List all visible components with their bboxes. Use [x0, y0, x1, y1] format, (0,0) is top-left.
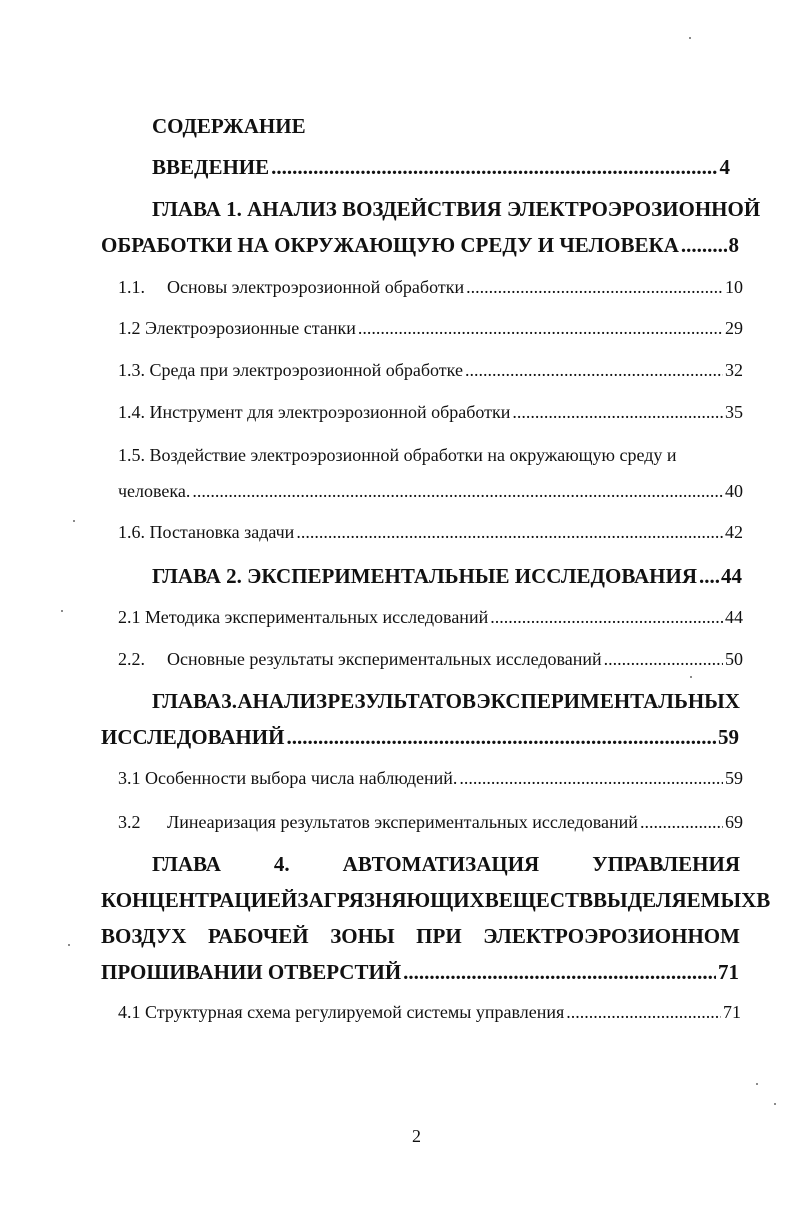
toc-word: 3.	[221, 689, 237, 713]
toc-entry-label: Линеаризация результатов экспериментальных исследований	[167, 812, 638, 832]
toc-word: ВЫДЕЛЯЕМЫХ	[593, 888, 757, 912]
toc-entry-label: 2.1 Методика экспериментальных исследований	[118, 607, 489, 627]
toc-entry-page: 44	[721, 564, 742, 588]
toc-entry-label: 1.6. Постановка задачи	[118, 522, 295, 542]
toc-entry-page: 42	[725, 522, 743, 542]
dot-leader	[512, 402, 723, 423]
toc-entry-1-3	[118, 360, 743, 381]
toc-word: ГЛАВА	[152, 689, 221, 713]
toc-entry-label: 3.1 Особенности выбора числа наблюдений.	[118, 768, 458, 788]
page-number: 2	[412, 1126, 421, 1146]
toc-entry-label: 1.2 Электроэрозионные станки	[118, 318, 356, 338]
toc-entry-2-2	[118, 649, 743, 670]
toc-entry-label: 4.1 Структурная схема регулируемой системы управления	[118, 1002, 565, 1022]
scan-speck	[756, 1083, 758, 1085]
dot-leader	[358, 318, 723, 339]
toc-entry-page: 4	[719, 155, 730, 179]
toc-word: ГЛАВА	[152, 852, 221, 876]
toc-chapter-1-line-1	[152, 197, 761, 222]
scan-speck	[690, 676, 692, 678]
toc-entry-page: 50	[725, 649, 743, 669]
toc-entry-page: 44	[725, 607, 743, 627]
toc-chapter-4-line-3	[101, 924, 740, 949]
toc-entry-label: ПРОШИВАНИИ ОТВЕРСТИЙ	[101, 960, 402, 984]
dot-leader	[699, 564, 719, 589]
toc-word: АНАЛИЗ	[237, 689, 328, 713]
toc-entry-label: 1.4. Инструмент для электроэрозионной обработки	[118, 402, 511, 422]
toc-chapter-4-line-2	[101, 888, 771, 913]
toc-chapter-1-heading: ГЛАВА 1. АНАЛИЗ ВОЗДЕЙСТВИЯ ЭЛЕКТРОЭРОЗИОННОЙ	[152, 197, 761, 221]
toc-word: ВОЗДУХ	[101, 924, 187, 948]
dot-leader	[640, 812, 723, 833]
dot-leader	[296, 522, 723, 543]
toc-word: ЗАГРЯЗНЯЮЩИХ	[297, 888, 485, 912]
toc-entry-page: 29	[725, 318, 743, 338]
toc-entry-1-5-line-1: 1.5. Воздействие электроэрозионной обработки на окружающую среду и	[118, 445, 677, 465]
toc-word: ВЕЩЕСТВ	[484, 888, 593, 912]
toc-word: ЗОНЫ	[330, 924, 395, 948]
toc-word: ПРИ	[416, 924, 462, 948]
toc-word: УПРАВЛЕНИЯ	[592, 852, 740, 876]
toc-word: КОНЦЕНТРАЦИЕЙ	[101, 888, 298, 912]
toc-entry-number: 3.2	[118, 812, 141, 832]
toc-entry-1-6	[118, 522, 743, 543]
toc-chapter-2	[152, 564, 742, 589]
toc-chapter-3-line-1	[152, 689, 740, 714]
toc-entry-page: 40	[725, 481, 743, 501]
dot-leader	[271, 155, 717, 180]
toc-entry-page: 10	[725, 277, 743, 297]
toc-entry-3-2	[118, 812, 743, 833]
dot-leader	[566, 1002, 721, 1023]
toc-chapter-3-line-2	[101, 725, 739, 750]
toc-entry-2-1	[118, 607, 743, 628]
toc-entry-page: 8	[728, 233, 739, 257]
toc-word: В	[756, 888, 771, 912]
scan-speck	[61, 610, 63, 612]
toc-entry-label: Основные результаты экспериментальных исследований	[167, 649, 602, 669]
dot-leader	[604, 649, 723, 670]
toc-entry-1-1	[118, 277, 743, 298]
scan-speck	[73, 520, 75, 522]
toc-word: 4.	[273, 852, 290, 876]
toc-entry-4-1	[118, 1002, 741, 1023]
toc-chapter-4-line-4	[101, 960, 739, 985]
toc-entry-label: ОБРАБОТКИ НА ОКРУЖАЮЩУЮ СРЕДУ И ЧЕЛОВЕКА	[101, 233, 679, 257]
toc-entry-label: человека.	[118, 481, 191, 501]
toc-entry-1-5-line-2	[118, 481, 743, 502]
toc-word: ЭЛЕКТРОЭРОЗИОННОМ	[483, 924, 740, 948]
dot-leader	[681, 233, 727, 258]
toc-word: РЕЗУЛЬТАТОВ	[327, 689, 477, 713]
toc-word: ЭКСПЕРИМЕНТАЛЬНЫХ	[476, 689, 740, 713]
scan-speck	[689, 37, 691, 39]
toc-entry-label: Основы электроэрозионной обработки	[167, 277, 465, 297]
toc-chapter-1-line-2	[101, 233, 739, 258]
toc-entry-intro	[152, 155, 730, 180]
toc-entry-page: 71	[723, 1002, 741, 1022]
toc-entry-label: ВВЕДЕНИЕ	[152, 155, 270, 179]
toc-chapter-4-line-1	[152, 852, 740, 877]
toc-entry-number: 1.1.	[118, 277, 145, 297]
scan-speck	[68, 944, 70, 946]
toc-entry-label: 1.3. Среда при электроэрозионной обработке	[118, 360, 463, 380]
toc-entry-1-4	[118, 402, 743, 423]
dot-leader	[465, 360, 723, 381]
dot-leader	[459, 768, 723, 789]
scan-speck	[774, 1103, 776, 1105]
toc-entry-page: 69	[725, 812, 743, 832]
toc-entry-page: 59	[725, 768, 743, 788]
dot-leader	[286, 725, 716, 750]
toc-title: СОДЕРЖАНИЕ	[152, 114, 306, 138]
toc-entry-page: 32	[725, 360, 743, 380]
dot-leader	[403, 960, 716, 985]
dot-leader	[192, 481, 723, 502]
toc-entry-label: ГЛАВА 2. ЭКСПЕРИМЕНТАЛЬНЫЕ ИССЛЕДОВАНИЯ	[152, 564, 698, 588]
toc-entry-3-1	[118, 768, 743, 789]
toc-entry-page: 35	[725, 402, 743, 422]
dot-leader	[466, 277, 723, 298]
toc-entry-page: 71	[718, 960, 739, 984]
toc-entry-label: ИССЛЕДОВАНИЙ	[101, 725, 285, 749]
toc-entry-1-2	[118, 318, 743, 339]
toc-word: РАБОЧЕЙ	[208, 924, 309, 948]
toc-word: АВТОМАТИЗАЦИЯ	[342, 852, 540, 876]
toc-entry-page: 59	[718, 725, 739, 749]
toc-entry-number: 2.2.	[118, 649, 145, 669]
dot-leader	[490, 607, 723, 628]
